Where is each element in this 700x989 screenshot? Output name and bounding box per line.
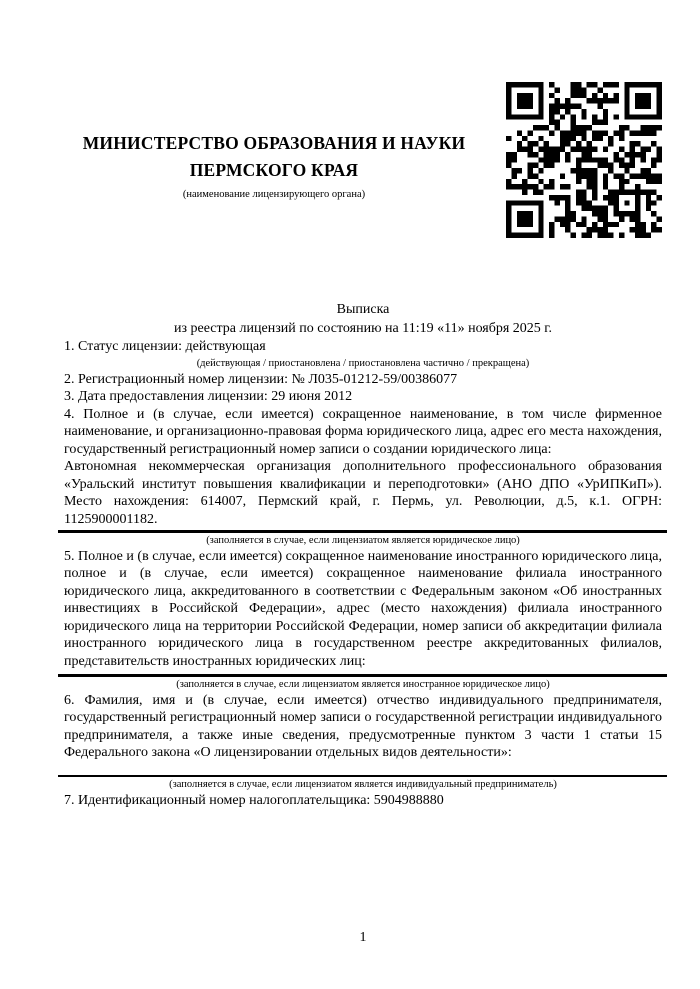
document-header [56,130,492,203]
title-line1: Выписка [336,302,390,317]
qr-code-icon [506,82,662,238]
field-entrepreneur-note: (заполняется в случае, если лицензиатом является индивидуальный предприниматель) [169,779,557,790]
title-line2: из реестра лицензий по состоянию на 11:19 «11» ноября 2025 г. [174,321,552,336]
field-legal-entity-value: Автономная некоммерческая организация дополнительного профессионального образования «Уральский институт повышения квалификации и переподготовки» (АНО ДПО «УрИПКиП»). Место нахождения: 614007, Пермский край, г. Пермь, ул. Революции, д.5, к.1. ОГРН: 1125900001182. [64,459,662,527]
document-body [64,300,662,810]
page-number: 1 [359,930,367,945]
field-legal-entity-label: 4. Полное и (в случае, если имеется) сокращенное наименование, в том числе фирменное наименование, и организационно-правовая форма юридического лица, адрес его места нахождения, государственный регистрационный номер записи о создании юридического лица: [64,406,662,457]
ministry-name-line2: ПЕРМСКОГО КРАЯ [189,160,359,180]
field-taxpayer-number: 7. Идентификационный номер налогоплательщика: 5904988880 [64,793,444,808]
field-legal-entity-note: (заполняется в случае, если лицензиатом является юридическое лицо) [206,534,520,546]
field-foreign-entity-note: (заполняется в случае, если лицензиатом является иностранное юридическое лицо) [176,678,550,690]
field-foreign-entity-label: 5. Полное и (в случае, если имеется) сокращенное наименование иностранного юридического лица, полное и (в случае, если имеется) сокращенное наименование филиала иностранного юридического лица, аккредитованного в соответствии с Федеральным законом «Об иностранных инвестициях в Российской Федерации», адрес (место нахождения) филиала иностранного юридического лица на территории Российской Федерации, номер записи об аккредитации филиала иностранного юридического лица в государственном реестре аккредитованных филиалов, представительств иностранных юридических лиц: [64,548,662,669]
field-entrepreneur-label: 6. Фамилия, имя и (в случае, если имеется) отчество индивидуального предпринимателя, государственный регистрационный номер записи о государственной регистрации индивидуального предпринимателя, а также иные сведения, предусмотренные пунктом 3 части 1 статьи 15 Федерального закона «О лицензировании отдельных видов деятельности»: [64,692,662,760]
qr-code-pattern [506,82,662,238]
field-license-status: 1. Статус лицензии: действующая [64,339,266,354]
ministry-caption: (наименование лицензирующего органа) [182,189,366,200]
field-license-status-note: (действующая / приостановлена / приостановлена частично / прекращена) [196,357,530,369]
field-registration-number: 2. Регистрационный номер лицензии: № Л035-01212-59/00386077 [64,371,458,387]
ministry-name-line1: МИНИСТЕРСТВО ОБРАЗОВАНИЯ И НАУКИ [82,133,466,153]
document-title [64,300,662,338]
field-license-date: 3. Дата предоставления лицензии: 29 июня 2012 [64,389,353,404]
